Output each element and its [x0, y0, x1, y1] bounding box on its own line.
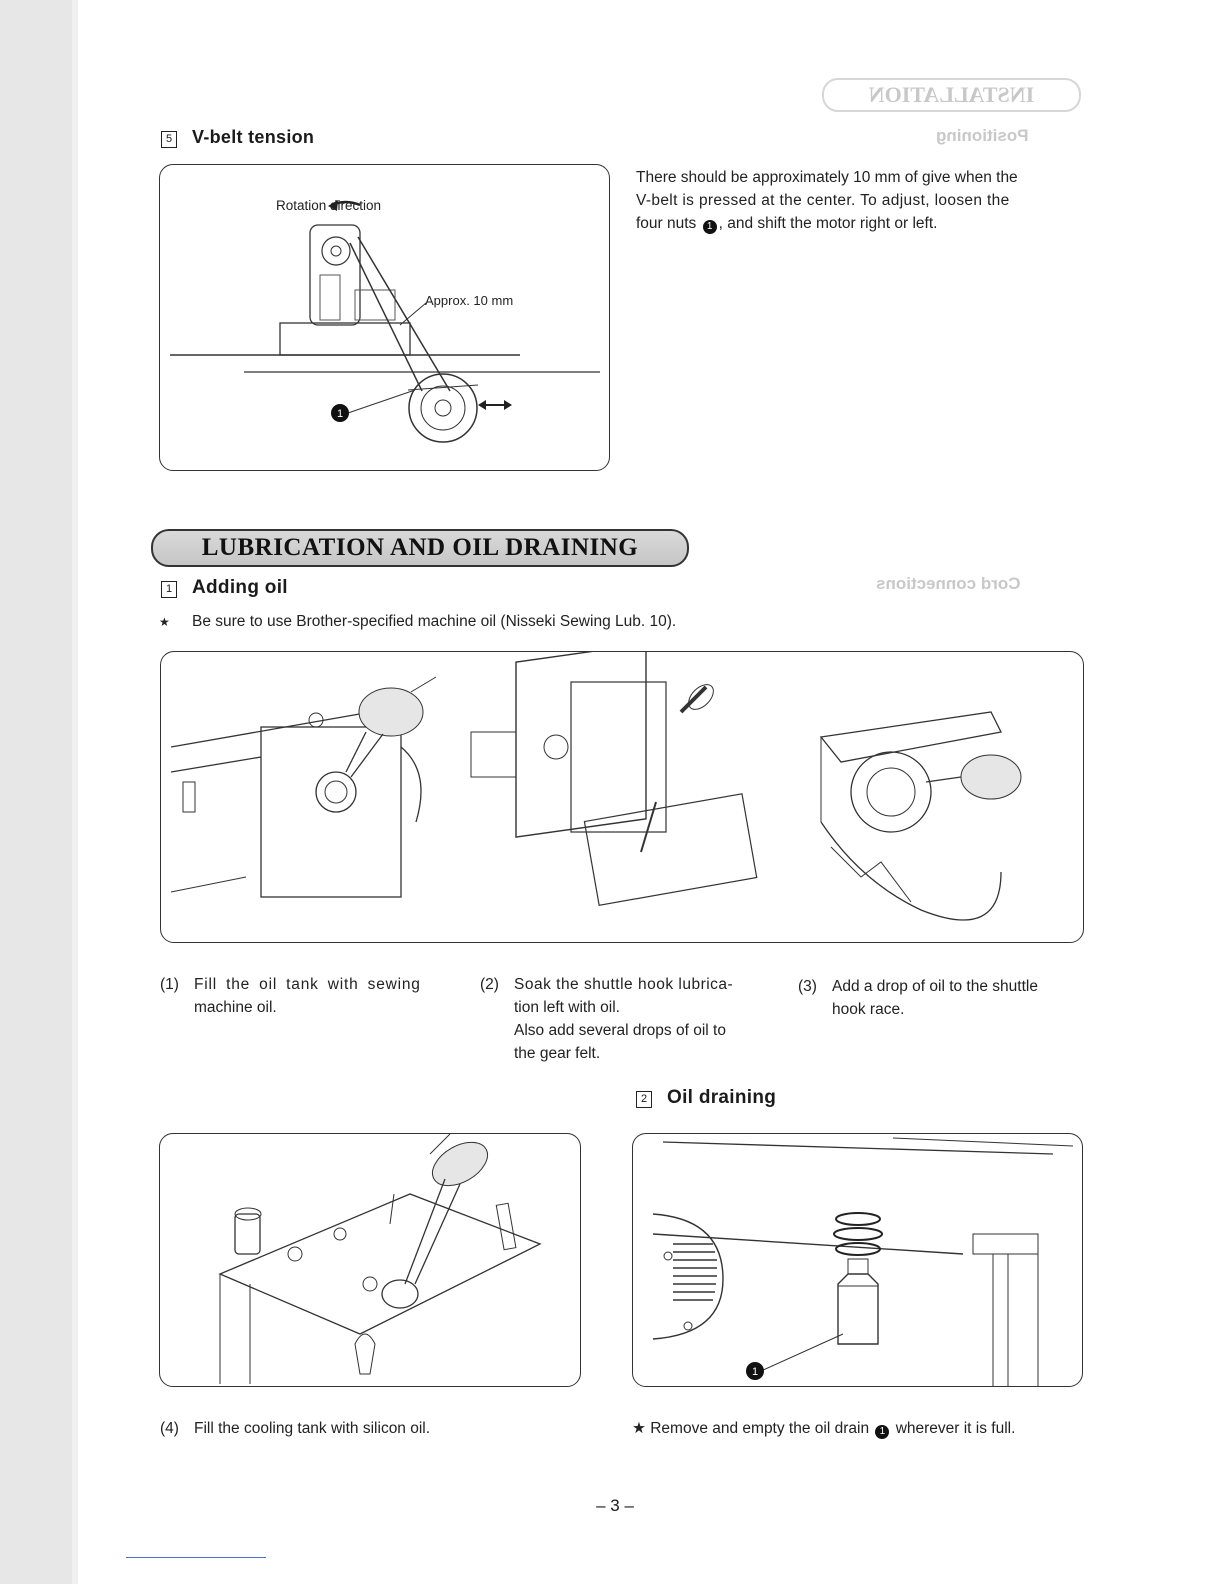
step-2-line-1: Soak the shuttle hook lubrica-: [514, 976, 734, 993]
step-4-number: (4): [160, 1420, 179, 1437]
vbelt-instructions: [636, 166, 1088, 235]
drain-bullet-marker: 1: [875, 1425, 889, 1439]
step-1-number: (1): [160, 976, 179, 993]
vbelt-line-3: [636, 212, 1088, 235]
lubrication-banner: LUBRICATION AND OIL DRAINING: [151, 529, 689, 567]
step-2-text: [514, 973, 733, 1065]
step-3-line-1: Add a drop of oil to the shuttle: [832, 978, 1038, 995]
step-4-text: Fill the cooling tank with silicon oil.: [194, 1420, 431, 1437]
oil-drain-figure: [632, 1133, 1083, 1387]
bleed-through-install-title: INSTALLATION: [822, 78, 1081, 112]
page-number: – 3 –: [596, 1496, 634, 1515]
vbelt-line-2: V-belt is pressed at the center. To adjust, loosen the: [636, 192, 1010, 209]
step-3-line-2: hook race.: [832, 1001, 905, 1018]
vbelt-line-1: There should be approximately 10 mm of give when the: [636, 169, 1018, 186]
step-3-text: [832, 975, 1038, 1021]
step-1-text: [194, 973, 421, 1019]
step-3-number: (3): [798, 978, 817, 995]
drain-star-marker: ★: [632, 1420, 646, 1437]
bottom-rule: [126, 1557, 266, 1558]
oil-drain-illustration: [633, 1134, 1082, 1386]
drain-callout-number: 1: [751, 1366, 759, 1378]
oil-note: [159, 610, 859, 634]
bleed-through-cord: Cord connections: [876, 574, 1021, 593]
star-marker: ★: [159, 615, 170, 629]
vbelt-illustration: [160, 165, 609, 470]
vbelt-figure: [159, 164, 610, 471]
step-2-line-2: tion left with oil.: [514, 999, 620, 1016]
approx-10mm-label: Approx. 10 mm: [425, 293, 514, 308]
vbelt-line-3-rest: , and shift the motor right or left.: [718, 215, 938, 232]
step-1-line-1: Fill the oil tank with sewing: [194, 976, 421, 993]
bullet-marker: 1: [703, 220, 717, 234]
cooling-tank-illustration: [160, 1134, 580, 1386]
drain-note-after: wherever it is full.: [895, 1420, 1016, 1437]
rotation-direction-label: Rotation direction: [276, 198, 382, 213]
oil-draining-number-box: 2: [636, 1091, 652, 1108]
drain-note: [632, 1417, 1102, 1440]
oil-note-text: Be sure to use Brother-specified machine oil (Nisseki Sewing Lub. 10).: [192, 613, 677, 630]
adding-oil-figure: [160, 651, 1084, 943]
bleed-through-positioning: Positioning: [936, 126, 1029, 145]
adding-oil-illustration: [161, 652, 1083, 942]
step-2-number: (2): [480, 976, 499, 993]
drain-note-before: Remove and empty the oil drain: [650, 1420, 870, 1437]
vbelt-heading: V-belt tension: [192, 127, 315, 147]
oil-draining-heading: Oil draining: [667, 1087, 777, 1108]
vbelt-line-3-start: four nuts: [636, 215, 697, 232]
adding-oil-number-box: 1: [161, 581, 177, 598]
step-1-line-2: machine oil.: [194, 999, 277, 1016]
adding-oil-heading: Adding oil: [192, 577, 288, 598]
callout-number: 1: [336, 408, 344, 420]
step-2-line-4: the gear felt.: [514, 1045, 601, 1062]
cooling-tank-figure: [159, 1133, 581, 1387]
step-2-line-3: Also add several drops of oil to: [514, 1022, 726, 1039]
section-number-box: 5: [161, 131, 177, 148]
